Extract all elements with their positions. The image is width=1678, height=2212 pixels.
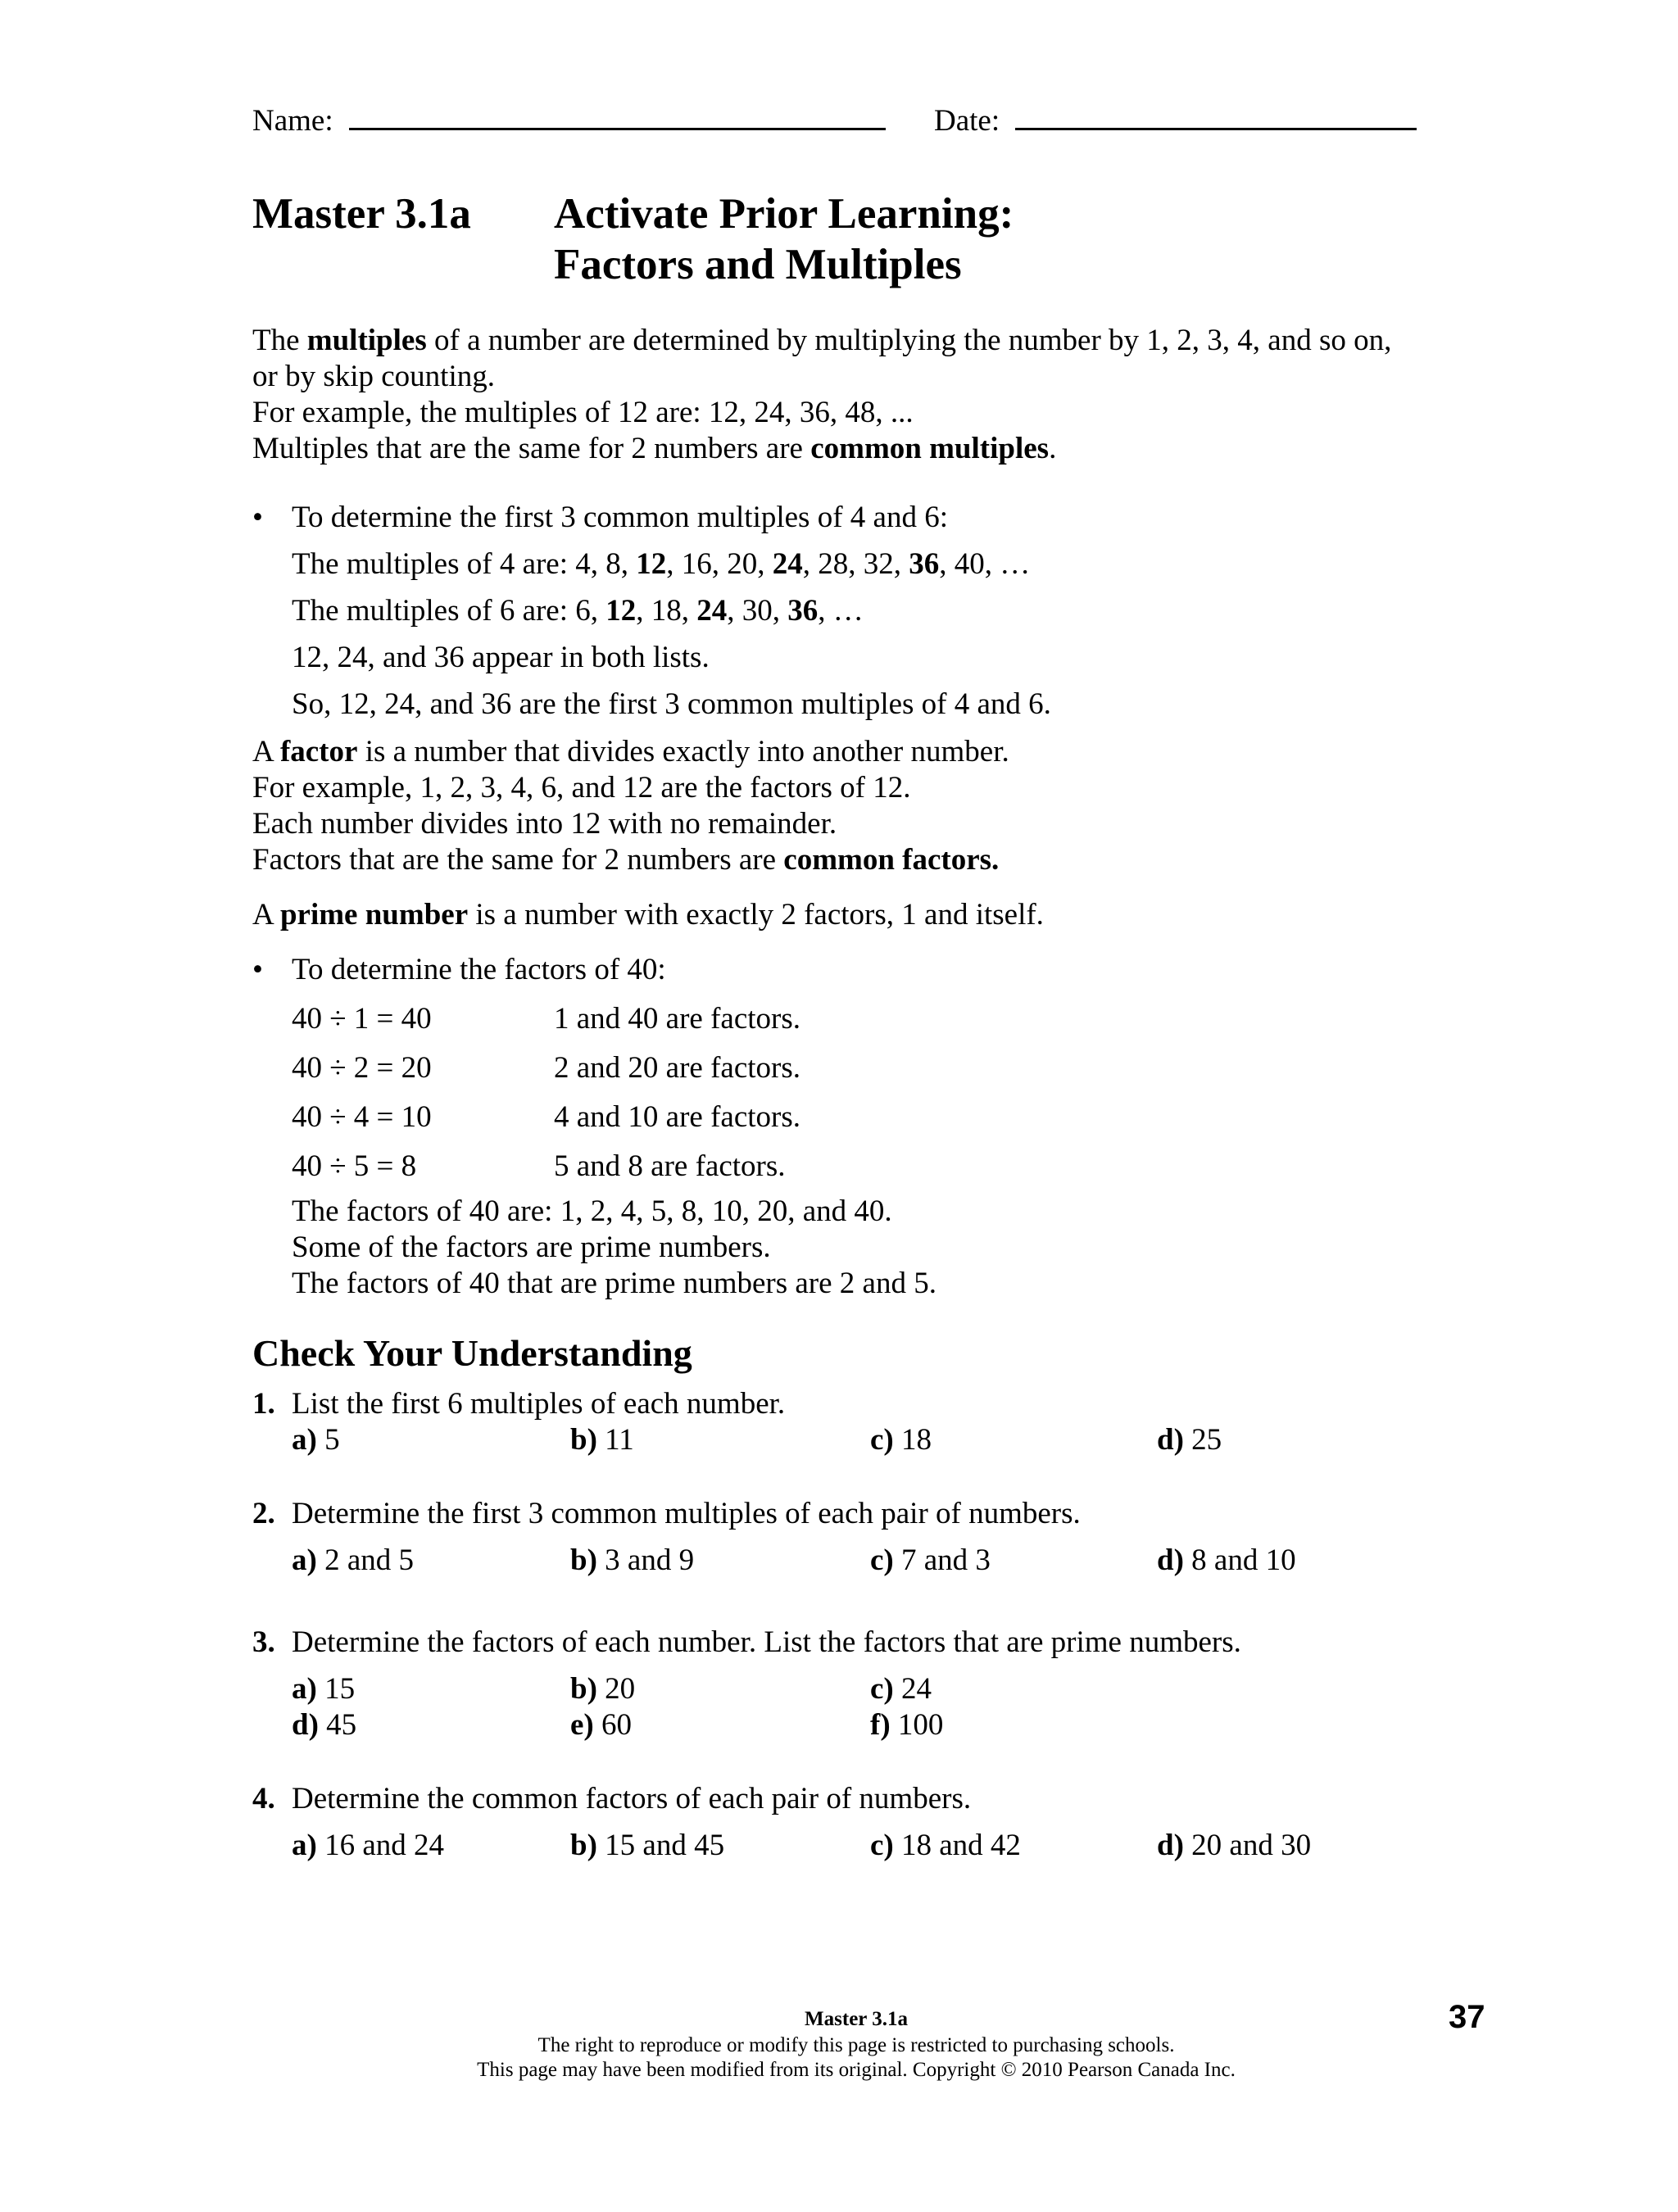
factor-note: 1 and 40 are factors.: [554, 1002, 801, 1036]
question-part: d) 25: [1157, 1423, 1222, 1457]
multiples-example: For example, the multiples of 12 are: 12, 24, 36, 48, ...: [252, 396, 914, 429]
date-label: Date:: [934, 104, 1000, 138]
page-title-line1: Activate Prior Learning:: [554, 190, 1014, 238]
question-number: 4.: [252, 1782, 275, 1815]
division-equation: 40 ÷ 2 = 20: [292, 1051, 432, 1085]
question-text: Determine the common factors of each pair of numbers.: [292, 1782, 972, 1815]
question-part: d) 20 and 30: [1157, 1829, 1312, 1862]
multiples-definition-cont: or by skip counting.: [252, 360, 495, 393]
name-blank-line[interactable]: [349, 100, 886, 130]
factor-note: 2 and 20 are factors.: [554, 1051, 801, 1085]
name-label: Name:: [252, 104, 333, 138]
common-multiples-conclusion: So, 12, 24, and 36 are the first 3 common multiples of 4 and 6.: [292, 687, 1051, 721]
question-part: c) 18: [870, 1423, 932, 1457]
prime-factors-of-40: The factors of 40 that are prime numbers are 2 and 5.: [292, 1267, 937, 1300]
footer-rights: The right to reproduce or modify this page is restricted to purchasing schools.: [537, 2034, 1175, 2056]
footer-master: Master 3.1a: [805, 2008, 908, 2030]
term-multiples: multiples: [306, 324, 427, 357]
multiples-of-4: The multiples of 4 are: 4, 8, 12, 16, 20, 24, 28, 32, 36, 40, …: [292, 547, 1031, 581]
division-equation: 40 ÷ 5 = 8: [292, 1149, 417, 1183]
prime-definition: A prime number is a number with exactly 2 factors, 1 and itself.: [252, 898, 1044, 931]
question-part: d) 8 and 10: [1157, 1543, 1296, 1577]
question-number: 1.: [252, 1387, 275, 1421]
factor-note: 4 and 10 are factors.: [554, 1100, 801, 1134]
question-part: b) 20: [570, 1672, 636, 1706]
question-part: c) 24: [870, 1672, 932, 1706]
bullet: •: [252, 953, 263, 986]
factor-example: For example, 1, 2, 3, 4, 6, and 12 are the factors of 12.: [252, 771, 911, 805]
question-number: 2.: [252, 1497, 275, 1530]
factors-prime-note: Some of the factors are prime numbers.: [292, 1231, 771, 1264]
multiples-of-6: The multiples of 6 are: 6, 12, 18, 24, 30, 36, …: [292, 594, 864, 628]
factor-note: 5 and 8 are factors.: [554, 1149, 786, 1183]
question-part: b) 3 and 9: [570, 1543, 695, 1577]
question-part: c) 18 and 42: [870, 1829, 1021, 1862]
question-part: b) 15 and 45: [570, 1829, 725, 1862]
question-part: a) 5: [292, 1423, 340, 1457]
name-field-row: [252, 100, 886, 139]
common-factors-definition: Factors that are the same for 2 numbers are common factors.: [252, 843, 1000, 877]
question-number: 3.: [252, 1625, 275, 1659]
both-lists-text: 12, 24, and 36 appear in both lists.: [292, 641, 710, 674]
page-number: 37: [1449, 1999, 1485, 2035]
footer-copyright: This page may have been modified from its original. Copyright © 2010 Pearson Canada Inc.: [477, 2059, 1236, 2081]
term-factor: factor: [279, 735, 358, 768]
question-part: a) 15: [292, 1672, 356, 1706]
question-text: Determine the factors of each number. List the factors that are prime numbers.: [292, 1625, 1241, 1659]
question-part: b) 11: [570, 1423, 634, 1457]
question-part: a) 2 and 5: [292, 1543, 415, 1577]
question-text: List the first 6 multiples of each number.: [292, 1387, 786, 1421]
factor-definition: A factor is a number that divides exactly into another number.: [252, 735, 1009, 768]
date-field-row: [934, 100, 1417, 139]
term-prime-number: prime number: [279, 898, 469, 931]
page-title-line2: Factors and Multiples: [554, 241, 962, 288]
factors-lead: To determine the factors of 40:: [292, 953, 666, 986]
question-text: Determine the first 3 common multiples of each pair of numbers.: [292, 1497, 1081, 1530]
common-multiples-definition: Multiples that are the same for 2 numbers are common multiples.: [252, 432, 1057, 465]
division-equation: 40 ÷ 1 = 40: [292, 1002, 432, 1036]
question-part: d) 45: [292, 1708, 357, 1742]
factors-of-40-list: The factors of 40 are: 1, 2, 4, 5, 8, 10, 20, and 40.: [292, 1194, 892, 1228]
common-multiples-lead: To determine the first 3 common multiples of 4 and 6:: [292, 501, 948, 534]
question-part: e) 60: [570, 1708, 632, 1742]
section-heading: Check Your Understanding: [252, 1332, 692, 1374]
master-number: Master 3.1a: [252, 190, 471, 238]
question-part: f) 100: [870, 1708, 944, 1742]
term-common-factors: common factors.: [783, 843, 1000, 877]
question-part: c) 7 and 3: [870, 1543, 991, 1577]
date-blank-line[interactable]: [1015, 100, 1417, 130]
division-equation: 40 ÷ 4 = 10: [292, 1100, 432, 1134]
question-part: a) 16 and 24: [292, 1829, 445, 1862]
term-common-multiples: common multiples: [810, 432, 1050, 465]
multiples-definition: The multiples of a number are determined by multiplying the number by 1, 2, 3, 4, and so on,: [252, 324, 1392, 357]
bullet: •: [252, 501, 263, 534]
factor-explanation: Each number divides into 12 with no remainder.: [252, 807, 837, 841]
